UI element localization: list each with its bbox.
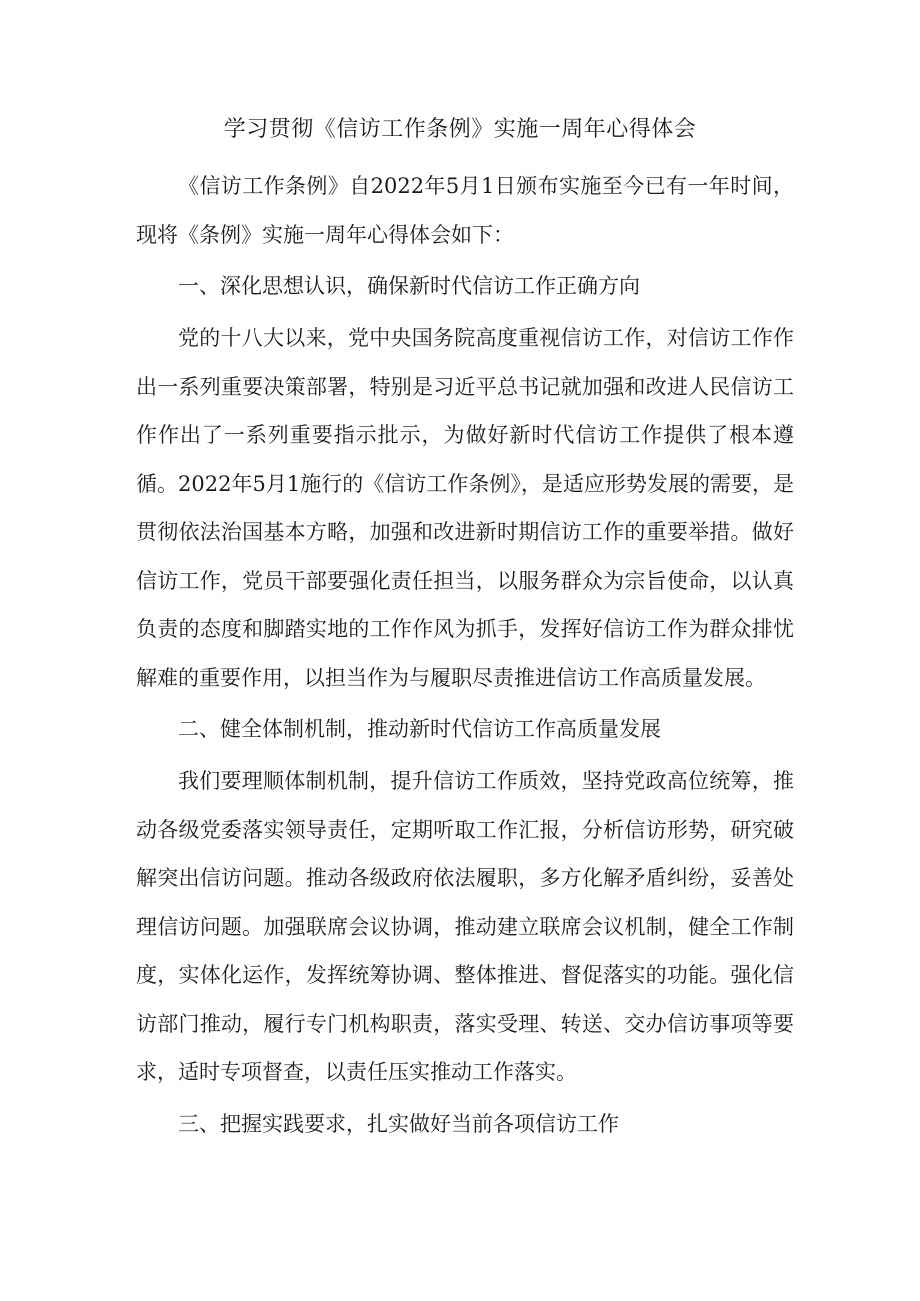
document-title: 学习贯彻《信访工作条例》实施一周年心得体会 [223,117,697,142]
section-2-heading: 二、健全体制机制，推动新时代信访工作高质量发展 [178,717,661,741]
section-1-paragraph: 党的十八大以来，党中央国务院高度重视信访工作，对信访工作作出一系列重要决策部署，特别是习近平总书记就加强和改进人民信访工作作出了一系列重要指示批示，为做好新时代信访工作提供了根本遵循。2022年5月1施行的《信访工作条例》，是适应形势发展的需要，是贯彻依法治国基本方略，加强和改进新时期信访工作的重要举措。做好信访工作，党员干部要强化责任担当，以服务群众为宗旨使命，以认真负责的态度和脚踏实地的工作作风为抓手，发挥好信访工作为群众排忧解难的重要作用，以担当作为与履职尽责推进信访工作高质量发展。 [136,326,794,690]
section-1-heading: 一、深化思想认识，确保新时代信访工作正确方向 [178,274,640,298]
document-body [136,162,794,1152]
intro-paragraph: 《信访工作条例》自2022年5月1日颁布实施至今已有一年时间，现将《条例》实施一周年心得体会如下： [136,174,794,247]
section-3-heading: 三、把握实践要求，扎实做好当前各项信访工作 [178,1111,619,1136]
section-2-paragraph: 我们要理顺体制机制，提升信访工作质效，坚持党政高位统筹，推动各级党委落实领导责任，定期听取工作汇报，分析信访形势，研究破解突出信访问题。推动各级政府依法履职，多方化解矛盾纠纷，妥善处理信访问题。加强联席会议协调，推动建立联席会议机制，健全工作制度，实体化运作，发挥统筹协调、整体推进、督促落实的功能。强化信访部门推动，履行专门机构职责，落实受理、转送、交办信访事项等要求，适时专项督查，以责任压实推动工作落实。 [136,769,794,1084]
